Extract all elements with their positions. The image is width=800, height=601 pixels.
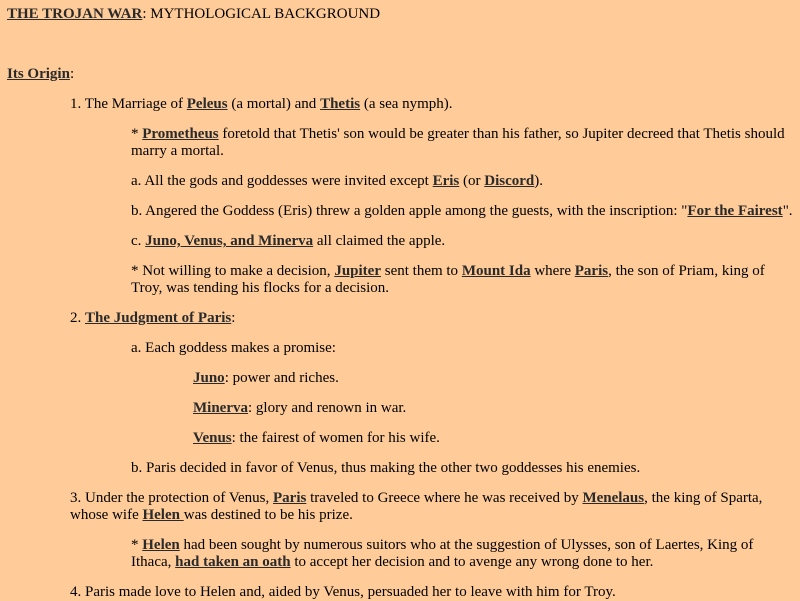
item-1-note-2 [131,263,794,297]
text: : the fairest of women for his wife. [231,430,440,446]
link-menelaus[interactable]: Menelaus [582,490,645,506]
item-4 [70,584,794,601]
text: where [530,263,575,279]
text: was destined to be his prize. [183,507,353,523]
item-3-note [131,537,794,571]
link-trojan-war[interactable]: THE TROJAN WAR [7,6,143,22]
link-minerva[interactable]: Minerva [193,400,248,416]
text: , the son of Priam, king of Troy, was tending his flocks for a decision. [131,263,765,296]
item-1a [131,173,794,190]
item-1b [131,203,794,220]
promise-venus [193,430,794,447]
link-mount-ida[interactable]: Mount Ida [461,263,531,279]
item-1-note [131,126,794,160]
page-title [7,6,794,23]
link-eris[interactable]: Eris [432,173,460,189]
text: ". [782,203,793,219]
link-peleus[interactable]: Peleus [186,96,228,112]
item-2b [131,460,794,477]
item-1 [70,96,794,113]
text: had been sought by numerous suitors who at the suggestion of Ulysses, son of Laertes, King of Ithaca, [131,537,754,570]
link-venus[interactable]: Venus [193,430,232,446]
text: : [69,66,75,82]
link-discord[interactable]: Discord [484,173,535,189]
link-paris[interactable]: Paris [273,490,307,506]
promise-juno [193,370,794,387]
link-juno[interactable]: Juno [193,370,225,386]
text: (or [459,173,485,189]
link-helen[interactable]: Helen [142,507,184,523]
text: b. Paris decided in favor of Venus, thus making the other two goddesses his enemies. [131,460,641,476]
promise-minerva [193,400,794,417]
text: to accept her decision and to avenge any wrong done to her. [290,554,654,570]
link-prometheus[interactable]: Prometheus [142,126,219,142]
item-2 [70,310,794,327]
text: b. Angered the Goddess (Eris) threw a golden apple among the guests, with the inscription: " [131,203,688,219]
text: 2. [70,310,85,326]
link-for-the-fairest[interactable]: For the Fairest [687,203,783,219]
text: foretold that Thetis' son would be greater than his father, so Jupiter decreed that Thetis should marry a mortal. [131,126,785,159]
item-3 [70,490,794,524]
text: 4. Paris made love to Helen and, aided by Venus, persuaded her to leave with him for Troy. [70,584,616,600]
link-helen[interactable]: Helen [142,537,180,553]
text: : MYTHOLOGICAL BACKGROUND [142,6,381,22]
item-2a [131,340,794,357]
text: (a mortal) and [227,96,321,112]
text: ). [534,173,544,189]
text: traveled to Greece where he was received by [306,490,583,506]
item-1c [131,233,794,250]
text: c. [131,233,146,249]
link-its-origin[interactable]: Its Origin [7,66,70,82]
text: , the king of Sparta, whose wife [70,490,763,523]
text: * [131,126,143,142]
link-jupiter[interactable]: Jupiter [334,263,381,279]
text: * [131,537,143,553]
text: sent them to [380,263,462,279]
text: * Not willing to make a decision, [131,263,335,279]
text: all claimed the apple. [313,233,446,249]
text: : glory and renown in war. [247,400,407,416]
link-thetis[interactable]: Thetis [320,96,361,112]
link-paris[interactable]: Paris [574,263,609,279]
text: (a sea nymph). [360,96,453,112]
text: a. All the gods and goddesses were invited except [131,173,433,189]
text: : [231,310,236,326]
link-judgment-of-paris[interactable]: The Judgment of Paris [85,310,232,326]
section-heading-origin [7,66,794,83]
text: a. Each goddess makes a promise: [131,340,336,356]
text: 3. Under the protection of Venus, [70,490,274,506]
text: 1. The Marriage of [70,96,187,112]
link-juno-venus-minerva[interactable]: Juno, Venus, and Minerva [145,233,314,249]
text: : power and riches. [224,370,339,386]
link-had-taken-an-oath[interactable]: had taken an oath [175,554,291,570]
